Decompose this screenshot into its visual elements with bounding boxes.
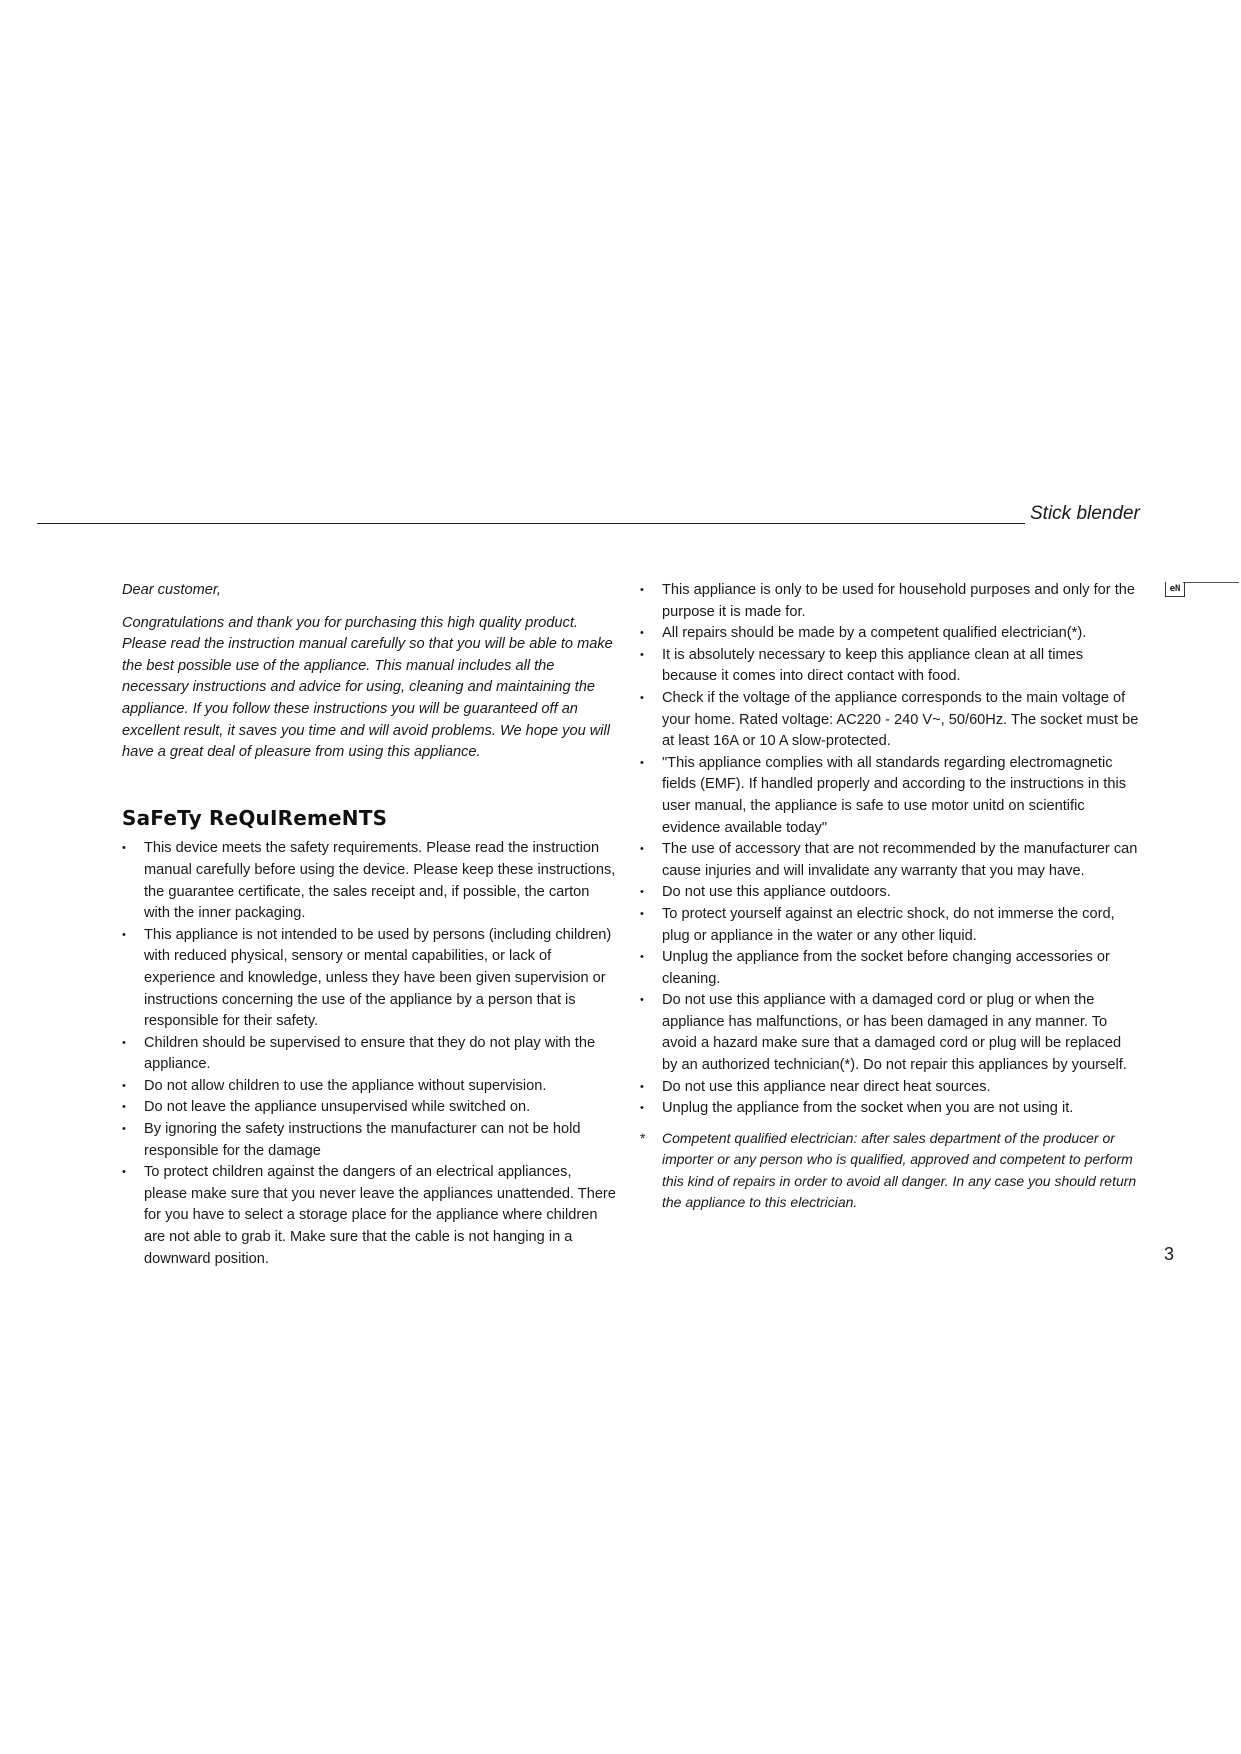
section-title: SaFeTy ReQuIRemeNTS <box>122 805 388 830</box>
list-item: • Do not allow children to use the appliance without supervision. <box>122 1076 617 1098</box>
list-item: • This device meets the safety requirements. Please read the instruction manual carefully before using the device. Please keep these instructions, the guarantee certificate, the sales receipt and, if possible, the carton with the inner packaging. <box>122 838 617 924</box>
list-item: • To protect yourself against an electric shock, do not immerse the cord, plug or appliance in the water or any other liquid. <box>640 904 1140 947</box>
language-tab-line <box>1183 582 1239 583</box>
list-item: • This appliance is not intended to be used by persons (including children) with reduced physical, sensory or mental capabilities, or lack of experience and knowledge, unless they have been given supervision or instructions concerning the use of the appliance by a person that is responsible for their safety. <box>122 925 617 1033</box>
list-item: • This appliance is only to be used for household purposes and only for the purpose it is made for. <box>640 580 1140 623</box>
footnote-text: Competent qualified electrician: after sales department of the producer or importer or any person who is qualified, approved and competent to perform this kind of repairs in order to avoid all danger. In any case you should return the appliance to this electrician. <box>662 1129 1137 1211</box>
list-item: • The use of accessory that are not recommended by the manufacturer can cause injuries and will invalidate any warranty that you may have. <box>640 839 1140 882</box>
list-item: • Do not use this appliance with a damaged cord or plug or when the appliance has malfunctions, or has been damaged in any manner. To avoid a hazard make sure that a damaged cord or plug will be replaced by an authorized technician(*). Do not repair this appliances by yourself. <box>640 990 1140 1076</box>
greeting: Dear customer, <box>122 582 221 598</box>
list-item: • All repairs should be made by a competent qualified electrician(*). <box>640 623 1140 645</box>
footnote <box>640 1128 1140 1214</box>
list-item: • Unplug the appliance from the socket before changing accessories or cleaning. <box>640 947 1140 990</box>
list-item: • Do not use this appliance near direct heat sources. <box>640 1077 1140 1099</box>
language-tab <box>1165 582 1239 608</box>
left-column <box>122 580 617 1270</box>
language-code: eN <box>1165 582 1185 597</box>
header-divider <box>37 523 1025 524</box>
list-item: • Unplug the appliance from the socket when you are not using it. <box>640 1098 1140 1120</box>
list-item: • By ignoring the safety instructions the manufacturer can not be hold responsible for the damage <box>122 1119 617 1162</box>
list-item: • Children should be supervised to ensure that they do not play with the appliance. <box>122 1033 617 1076</box>
document-title: Stick blender <box>1030 503 1140 524</box>
list-item: • Do not leave the appliance unsupervised while switched on. <box>122 1097 617 1119</box>
intro-paragraph: Congratulations and thank you for purchasing this high quality product. Please read the instruction manual carefully so that you will be able to make the best possible use of the appliance. This manual includes all the necessary instructions and advice for using, cleaning and maintaining the appliance. If you follow these instructions you will be guaranteed off an excellent result, it saves you time and will avoid problems. We hope you will have a great deal of pleasure from using this appliance. <box>122 614 613 761</box>
list-item: • Check if the voltage of the appliance corresponds to the main voltage of your home. Rated voltage: AC220 - 240 V~, 50/60Hz. The socket must be at least 16A or 10 A slow-protected. <box>640 688 1140 753</box>
list-item: • To protect children against the dangers of an electrical appliances, please make sure that you never leave the appliances unattended. There for you have to select a storage place for the appliance where children are not able to grab it. Make sure that the cable is not hanging in a downward position. <box>122 1162 617 1270</box>
right-column <box>640 580 1140 1213</box>
list-item: • Do not use this appliance outdoors. <box>640 882 1140 904</box>
safety-list-left <box>122 838 617 1270</box>
page-number: 3 <box>1164 1244 1175 1264</box>
safety-list-right <box>640 580 1140 1120</box>
list-item: • "This appliance complies with all standards regarding electromagnetic fields (EMF). If handled properly and according to the instructions in this user manual, the appliance is safe to use motor unitd on scientific evidence available today" <box>640 753 1140 839</box>
list-item: • It is absolutely necessary to keep this appliance clean at all times because it comes into direct contact with food. <box>640 645 1140 688</box>
footnote-mark: * <box>640 1129 646 1146</box>
